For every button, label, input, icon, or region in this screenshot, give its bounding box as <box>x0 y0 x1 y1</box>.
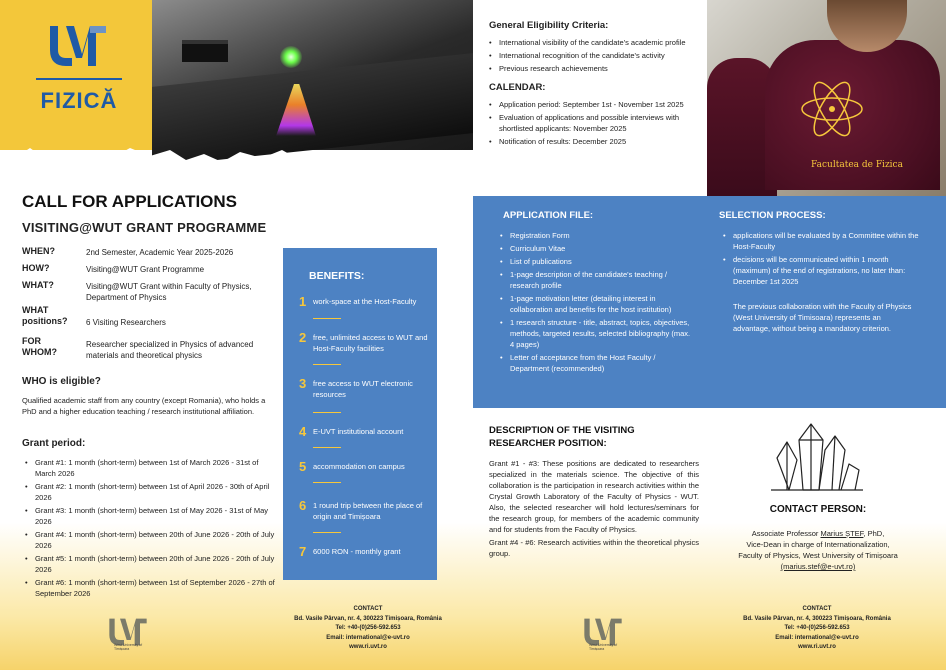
logo-wordmark: FIZICĂ <box>40 88 118 113</box>
programme-title: VISITING@WUT GRANT PROGRAMME <box>22 220 267 235</box>
list-item: • Grant #3: 1 month (short-term) between 1st of May 2026 - 31st of May 2026 <box>25 506 275 528</box>
contact-person-name-line: Associate Professor Marius ȘTEF, PhD, <box>751 529 885 538</box>
list-item: • Curriculum Vitae <box>500 243 695 254</box>
application-panel <box>473 196 946 408</box>
selection-heading: SELECTION PROCESS: <box>719 210 826 221</box>
footer-address: Bd. Vasile Pârvan, nr. 4, 300223 Timișoara, România <box>743 615 891 622</box>
footer-tel: Tel: +40-(0)256-592.653 <box>335 625 401 631</box>
list-item: • Evaluation of applications and possible interviews with shortlisted applicants: November 2025 <box>489 112 709 134</box>
list-item: • decisions will be communicated within 1 month (maximum) of the end of registrations, no later than: December 1st 2025 <box>723 254 919 287</box>
list-item: • Grant #4: 1 month (short-term) between 20th of June 2026 - 20th of July 2026 <box>25 530 275 552</box>
page-title: CALL FOR APPLICATIONS <box>22 192 238 211</box>
contact-person-email[interactable]: (marius.stef@e-uvt.ro) <box>780 562 856 571</box>
contact-person-details <box>713 528 923 572</box>
contact-person-org: Faculty of Physics, West University of Timișoara <box>738 551 898 560</box>
list-item: • International recognition of the candidate's activity <box>489 50 709 61</box>
uvt-logo-icon <box>48 24 108 68</box>
logo-block <box>0 0 152 150</box>
position-description <box>489 424 699 561</box>
description-paragraph: Grant #1 - #3: These positions are dedicated to researchers specialized in the materials science. The objective of this collaboration is the participation in research activities within the Crystal Growth Laboratory of the Faculty of Physics - WUT. Also, the selected researcher will hold lectures/seminars for the research group, for members of the academic community and for students from the Faculty of Physics. <box>489 459 699 534</box>
list-item: • Notification of results: December 2025 <box>489 136 709 147</box>
description-heading: DESCRIPTION OF THE VISITING RESEARCHER POSITION: <box>489 425 635 449</box>
calendar-list <box>489 99 709 147</box>
description-paragraph: Grant #4 - #6: Research activities within the theoretical physics group. <box>489 538 699 558</box>
list-item: • Grant #1: 1 month (short-term) between 1st of March 2026 - 31st of March 2026 <box>25 458 275 480</box>
crystal-icon <box>769 420 865 492</box>
grant-period-heading: Grant period: <box>22 438 86 449</box>
list-item: • applications will be evaluated by a Committee within the Host-Faculty <box>723 230 919 252</box>
criteria-heading: General Eligibility Criteria: <box>489 20 609 31</box>
benefits-title: BENEFITS: <box>309 270 365 282</box>
list-item: • Letter of acceptance from the Host Faculty / Department (recommended) <box>500 352 695 374</box>
list-item: • International visibility of the candidate's academic profile <box>489 37 709 48</box>
left-page: FIZICĂ CALL FOR APPLICATIONS VISITING@WUT GRANT PROGRAMME WHEN? 2nd Semester, Academic Year 2025-2026 HOW? Visiting@WUT Grant Programme WHAT? Visiting@WUT Grant within Faculty of Physics, Department of Physics WHAT positions? 6 Visiting Researchers FOR WHOM? Researcher specialized in Physics of advanced materials and theoretical physics WHO is eligible? Qualified academic staff from any country (except Romania), who holds a PhD and a higher education teaching / research institutional affiliation. Grant period: • Grant #1: 1 month (short-term) between 1st of March 2026 - 31st of March 2026 • Grant #2: 1 month (short-term) between 1st of April 2026 - 30th of April 2026 • Grant #3: 1 month (short-term) between 1st of May 2026 - 31st of May 2026 • Grant #4: 1 month (short-term) between 20th of June 2026 - 20th of July 2026 • Grant #5: 1 month (short-term) between 20th of June 2026 - 20th of July 2026 • Grant #6: 1 month (short-term) between 1st of September 2026 - 27th of September 2026 BENEFITS: 1 work-space at the Host-Faculty 2 free, unlimited access to WUT and Host-Faculty facilities 3 free access to WUT electronic resources 4 E-UVT institutional account 5 accommodation on campus 6 1 round trip between the place of origin and Timișoara 7 6000 RON - monthly grant West University of Timișoara CONTACT Bd. Vasile Pârvan, nr. 4, 300223 Timișoara, România Tel: +40-(0)256-592.653 Email: international@e-uvt.ro www.ri.uvt.ro <box>0 0 473 670</box>
atom-icon <box>797 74 867 144</box>
footer-contact <box>268 605 468 653</box>
footer-contact-title: CONTACT <box>802 606 832 612</box>
footer-web[interactable]: www.ri.uvt.ro <box>798 644 836 650</box>
students-photo <box>707 0 946 196</box>
footer-contact-title: CONTACT <box>353 606 383 612</box>
footer-logo-caption: West University of Timișoara <box>589 643 618 651</box>
criteria-list <box>489 37 709 74</box>
logo-divider <box>36 78 122 80</box>
list-item: • Previous research achievements <box>489 63 709 74</box>
footer-contact <box>717 605 917 653</box>
right-page <box>473 0 946 670</box>
benefits-panel: BENEFITS: 1 work-space at the Host-Faculty 2 free, unlimited access to WUT and Host-Faculty facilities 3 free access to WUT electronic resources 4 E-UVT institutional account 5 accommodation on campus 6 1 round trip between the place of origin and Timișoara 7 6000 RON - monthly grant <box>283 248 437 580</box>
eligible-heading: WHO is eligible? <box>22 376 101 387</box>
list-item: • Grant #5: 1 month (short-term) between 20th of June 2026 - 20th of July 2026 <box>25 554 275 576</box>
torn-paper-edge <box>0 142 473 174</box>
list-item: • 1 research structure - title, abstract, topics, objectives, methods, targeted results, selected bibliography (max. 4 pages) <box>500 317 695 350</box>
contact-person-heading: CONTACT PERSON: <box>769 504 867 515</box>
footer-address: Bd. Vasile Pârvan, nr. 4, 300223 Timișoara, România <box>294 615 442 622</box>
laser-photo <box>152 0 473 150</box>
selection-list <box>723 230 919 287</box>
list-item: • 1-page motivation letter (detailing interest in collaboration and benefits for the host institution) <box>500 293 695 315</box>
selection-column <box>719 210 919 334</box>
shirt-print-text: Facultatea de Fizica <box>811 160 903 170</box>
application-file-list <box>500 230 695 374</box>
calendar-heading: CALENDAR: <box>489 82 546 93</box>
contact-person-name: Marius ȘTEF <box>820 529 864 538</box>
eligible-text: Qualified academic staff from any country (except Romania), who holds a PhD and a higher education teaching / research institutional affiliation. <box>22 396 266 416</box>
list-item: • Grant #6: 1 month (short-term) between 1st of September 2026 - 27th of September 2026 <box>25 578 275 600</box>
application-file-heading: APPLICATION FILE: <box>503 210 594 221</box>
footer-logo-caption: West University of Timișoara <box>114 643 143 651</box>
footer-email[interactable]: Email: international@e-uvt.ro <box>326 634 410 641</box>
list-item: • Registration Form <box>500 230 695 241</box>
list-item: • List of publications <box>500 256 695 267</box>
contact-person-role: Vice-Dean in charge of Internationalization, <box>746 540 890 549</box>
selection-note: The previous collaboration with the Faculty of Physics (West University of Timisoara) represents an advantage, without being a mandatory criterion. <box>733 302 912 333</box>
footer-tel: Tel: +40-(0)256-592.653 <box>784 625 850 631</box>
footer-email[interactable]: Email: international@e-uvt.ro <box>775 634 859 641</box>
criteria-column <box>489 20 709 155</box>
list-item: • Application period: September 1st - November 1st 2025 <box>489 99 709 110</box>
footer-web[interactable]: www.ri.uvt.ro <box>349 644 387 650</box>
list-item: • 1-page description of the candidate's teaching / research profile <box>500 269 695 291</box>
list-item: • Grant #2: 1 month (short-term) between 1st of April 2026 - 30th of April 2026 <box>25 482 275 504</box>
application-file-column <box>495 210 695 376</box>
grant-list <box>25 458 275 603</box>
